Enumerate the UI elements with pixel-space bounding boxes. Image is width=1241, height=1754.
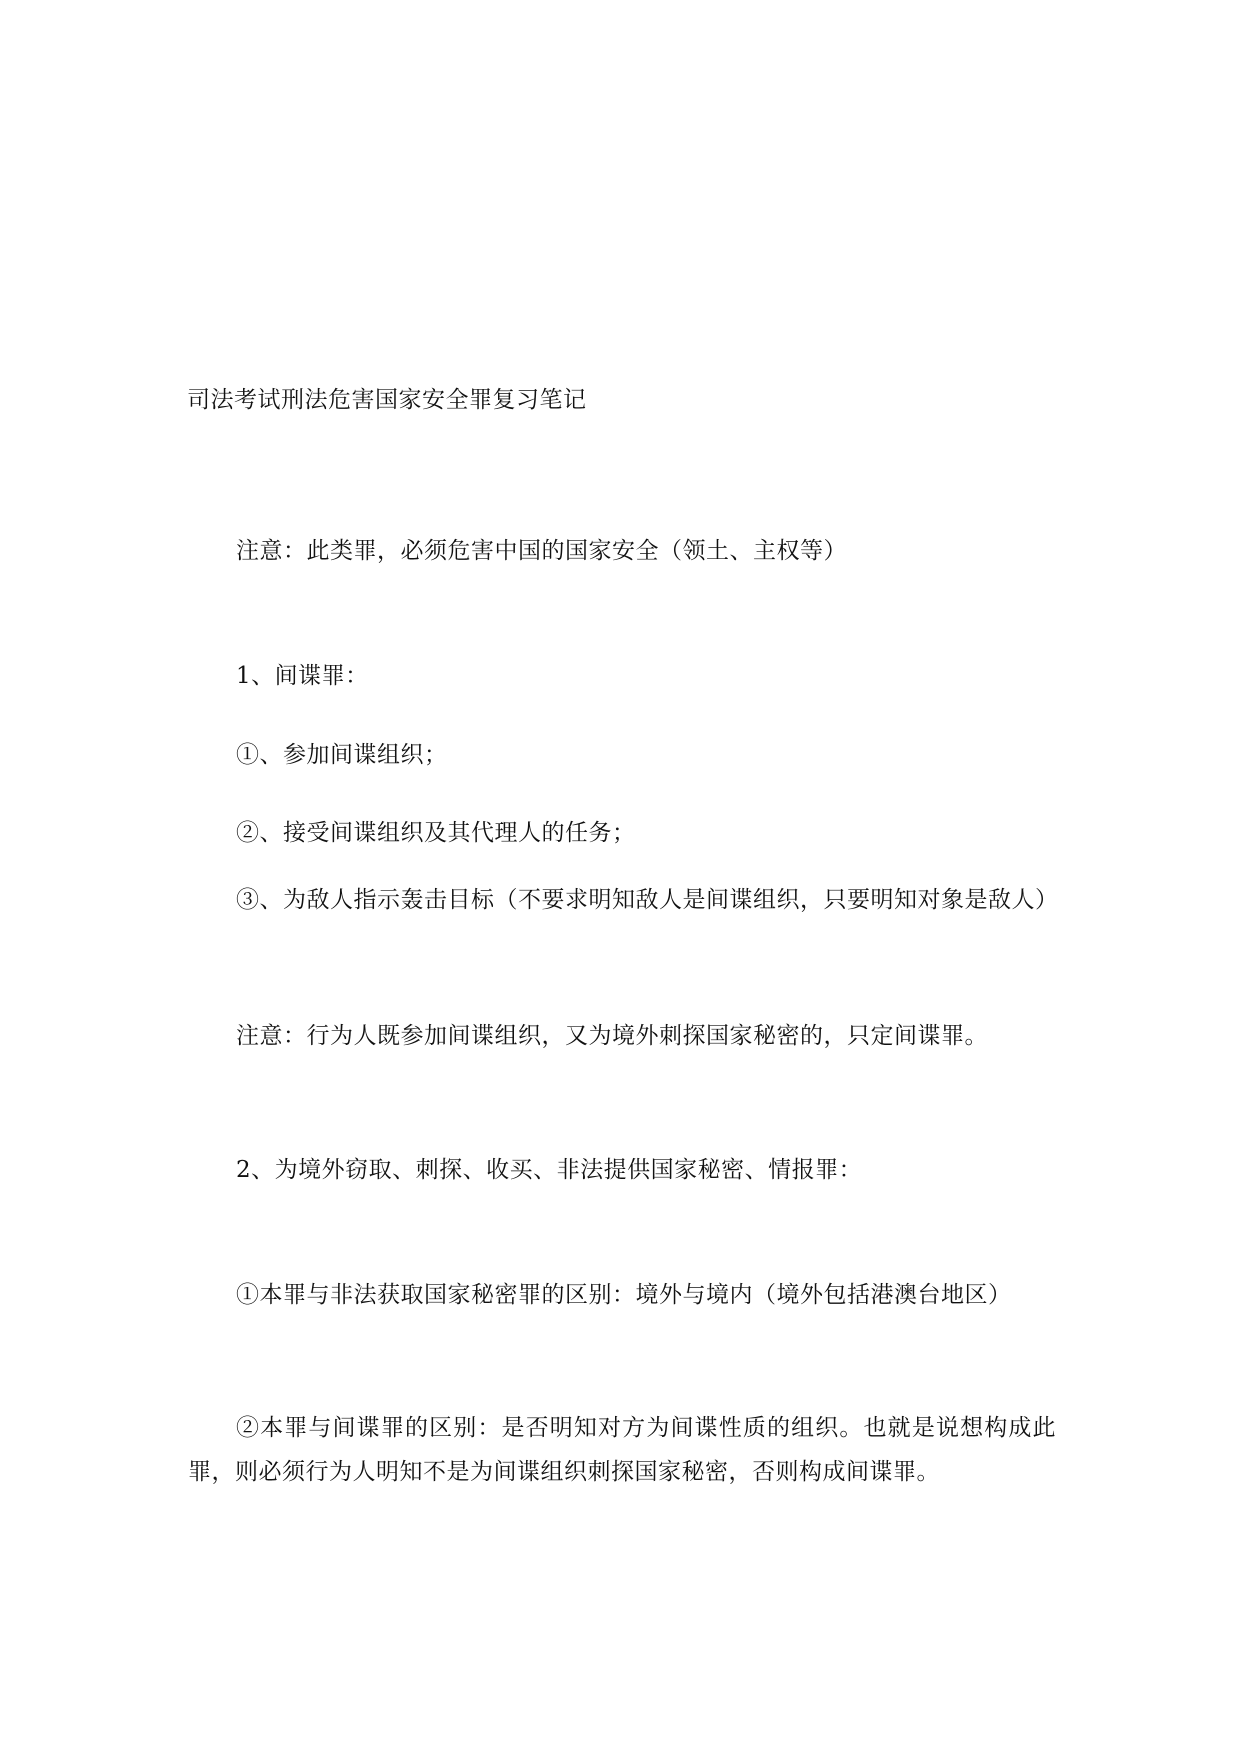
document-title: 司法考试刑法危害国家安全罪复习笔记 bbox=[187, 387, 587, 413]
paragraph-heading-secrets: 2、为境外窃取、刺探、收买、非法提供国家秘密、情报罪： bbox=[236, 1157, 863, 1183]
paragraph-difference-1: ①本罪与非法获取国家秘密罪的区别：境外与境内（境外包括港澳台地区） bbox=[236, 1282, 1012, 1308]
paragraph-heading-espionage: 1、间谍罪： bbox=[236, 663, 369, 689]
paragraph-difference-2: ②本罪与间谍罪的区别：是否明知对方为间谍性质的组织。也就是说想构成此罪，则必须行为人明知不是为间谍组织刺探国家秘密，否则构成间谍罪。 bbox=[188, 1415, 1056, 1485]
paragraph-note-intro: 注意：此类罪，必须危害中国的国家安全（领土、主权等） bbox=[236, 538, 847, 564]
paragraph-item-2: ②、接受间谍组织及其代理人的任务； bbox=[236, 820, 636, 846]
paragraph-item-1: ①、参加间谍组织； bbox=[236, 742, 448, 768]
paragraph-note-espionage: 注意：行为人既参加间谍组织，又为境外刺探国家秘密的，只定间谍罪。 bbox=[236, 1023, 988, 1049]
paragraph-item-3: ③、为敌人指示轰击目标（不要求明知敌人是间谍组织，只要明知对象是敌人） bbox=[236, 887, 1059, 913]
